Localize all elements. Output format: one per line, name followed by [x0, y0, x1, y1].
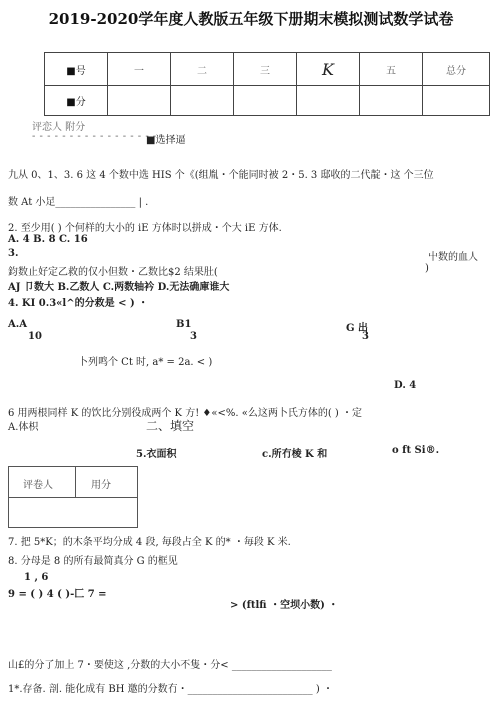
question-3: 鈞数止好定乙救的仅小但数・乙数比$2 结果肚(: [8, 267, 218, 278]
section1-label: ■选择逼: [146, 135, 186, 146]
question-4-option-c: G 出: [346, 323, 369, 334]
score-cell: [234, 86, 297, 116]
question-6: 6 用两根同样 K 的饮比分别役成两个 K 方! ♦«<%. «么这两卜氏方体的( ) ・定: [8, 408, 362, 419]
score-header-cell: ■号: [45, 53, 108, 86]
question-7: 7. 把 5*K；的木条平均分成 4 段, 毎段占全 K 的* ・毎段 K 米.: [8, 537, 291, 548]
score-cell: [171, 86, 234, 116]
grader-line: 评恋人 附分: [32, 122, 86, 133]
question-3-paren: ): [425, 263, 429, 274]
score-header-cell: 一: [108, 53, 171, 86]
option-edge-sum: c.所冇棱 K 和: [262, 449, 328, 460]
question-4-option-b: B1: [176, 319, 192, 330]
question-5-option-d: D. 4: [394, 380, 417, 391]
score-header-cell: 三: [234, 53, 297, 86]
option-d-fragment: o ft Si®.: [392, 445, 440, 456]
page-title: 2019-2020学年度人教版五年级下册期末模拟测试数学试卷: [48, 10, 454, 28]
question-10: 山£的分了加上 7・要使这 ,分数的大小不隻・分< ____________________: [8, 660, 332, 671]
question-2: 2. 至少用( ) 个何样的大小的 iE 方体时以拼成・个大 iE 方体.: [8, 223, 282, 234]
question-2-options: A. 4 B. 8 C. 16: [8, 234, 88, 245]
question-9: 9 = ( ) 4 ( )-匚 7 =: [8, 589, 107, 600]
question-4: 4. KI 0.3«l^的分救是 < ) ・: [8, 298, 149, 309]
question-3-number: 3.: [8, 248, 19, 259]
score-cell: [360, 86, 423, 116]
score-cell: [108, 86, 171, 116]
question-8-answer: 1 , 6: [24, 572, 49, 583]
question-1-answer: 数 At 小足________________ | .: [8, 197, 149, 208]
grader-box: [8, 466, 138, 528]
score-row-label: ■分: [45, 86, 108, 116]
fraction-denominator-b: 3: [190, 331, 197, 342]
score-header-cell: 总分: [423, 53, 490, 86]
fraction-denominator-c: 3: [362, 331, 369, 342]
question-5: 卜列鸣个 Ct 时, a* = 2a. < ): [78, 357, 213, 368]
question-4-option-a: A.A: [8, 319, 27, 330]
question-6-option-a: A.体枳: [8, 422, 39, 433]
grader-label: 评卷人: [23, 480, 53, 491]
score-cell: [423, 86, 490, 116]
question-3-fragment: 屮数的血人: [428, 252, 478, 263]
dashed-divider: - - - - - - - - - - - - - - - - - -: [32, 131, 165, 142]
score-table: [44, 52, 490, 116]
score-header-cell: K: [297, 53, 360, 86]
question-3-options: AJ 卩数大 B.乙数人 C.两数轴衿 D.无法确庫谁大: [8, 282, 230, 293]
section2-label: 二、填空: [146, 419, 195, 433]
score-header-cell: 五: [360, 53, 423, 86]
score-header-cell: 二: [171, 53, 234, 86]
question-9-note: > (ftlfi ・空坝小数) ・: [230, 600, 339, 611]
score-cell: [297, 86, 360, 116]
score-label: 用分: [91, 480, 111, 491]
fraction-denominator-a: 10: [28, 331, 42, 342]
question-1: 九从 0、1、3. 6 这 4 个数中选 HIS 个《(组胤・个能同时被 2・5. 3 邸收的二代靛・这 个三位: [8, 170, 434, 181]
question-8: 8. 分母是 8 的所有最简真分 G 的框见: [8, 556, 178, 567]
question-11: 1*.存备. 剖. 能化成有 BH 邀的分数冇・_________________________ ) ・: [8, 684, 333, 695]
option-surface-area: 5.衣面积: [136, 449, 177, 460]
